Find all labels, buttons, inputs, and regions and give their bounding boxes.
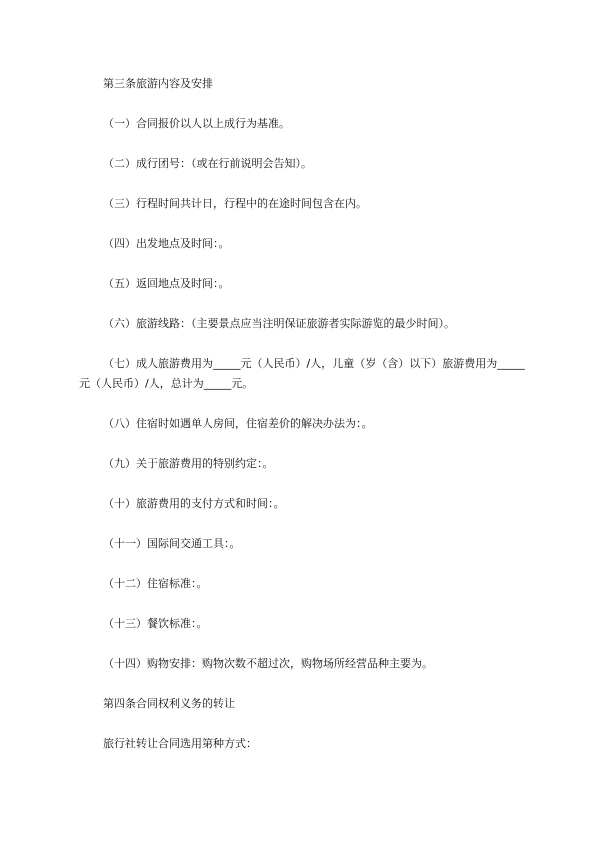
paragraph-item-13: （十三）餐饮标准：。: [103, 617, 208, 630]
section-heading-article-4: 第四条合同权利义务的转让: [103, 697, 235, 710]
paragraph-item-9: （九）关于旅游费用的特别约定：。: [103, 457, 274, 470]
paragraph-item-10: （十）旅游费用的支付方式和时间：。: [103, 497, 285, 510]
paragraph-item-1: （一）合同报价以人以上成行为基准。: [103, 117, 290, 130]
paragraph-item-14: （十四）购物安排：购物次数不超过次，购物场所经营品种主要为。: [103, 657, 433, 670]
paragraph-item-7: （七）成人旅游费用为_____元（人民币）/人，儿童（岁（含）以下）旅游费用为_____元（人民币）/人，总计为_____元。: [79, 357, 525, 390]
paragraph-item-11: （十一）国际间交通工具：。: [103, 537, 241, 550]
paragraph-item-12: （十二）住宿标准：。: [103, 577, 208, 590]
paragraph-item-6: （六）旅游线路：（主要景点应当注明保证旅游者实际游览的最少时间）。: [103, 317, 455, 330]
paragraph-item-4: （四）出发地点及时间：。: [103, 237, 230, 250]
paragraph-transfer-method: 旅行社转让合同选用第种方式：: [103, 737, 257, 750]
section-heading-article-3: 第三条旅游内容及安排: [103, 77, 213, 90]
paragraph-item-3: （三）行程时间共计日，行程中的在途时间包含在内。: [103, 197, 367, 210]
paragraph-item-5: （五）返回地点及时间：。: [103, 277, 230, 290]
paragraph-item-8: （八）住宿时如遇单人房间，住宿差价的解决办法为：。: [103, 417, 373, 430]
paragraph-item-2: （二）成行团号：（或在行前说明会告知）。: [103, 157, 312, 170]
